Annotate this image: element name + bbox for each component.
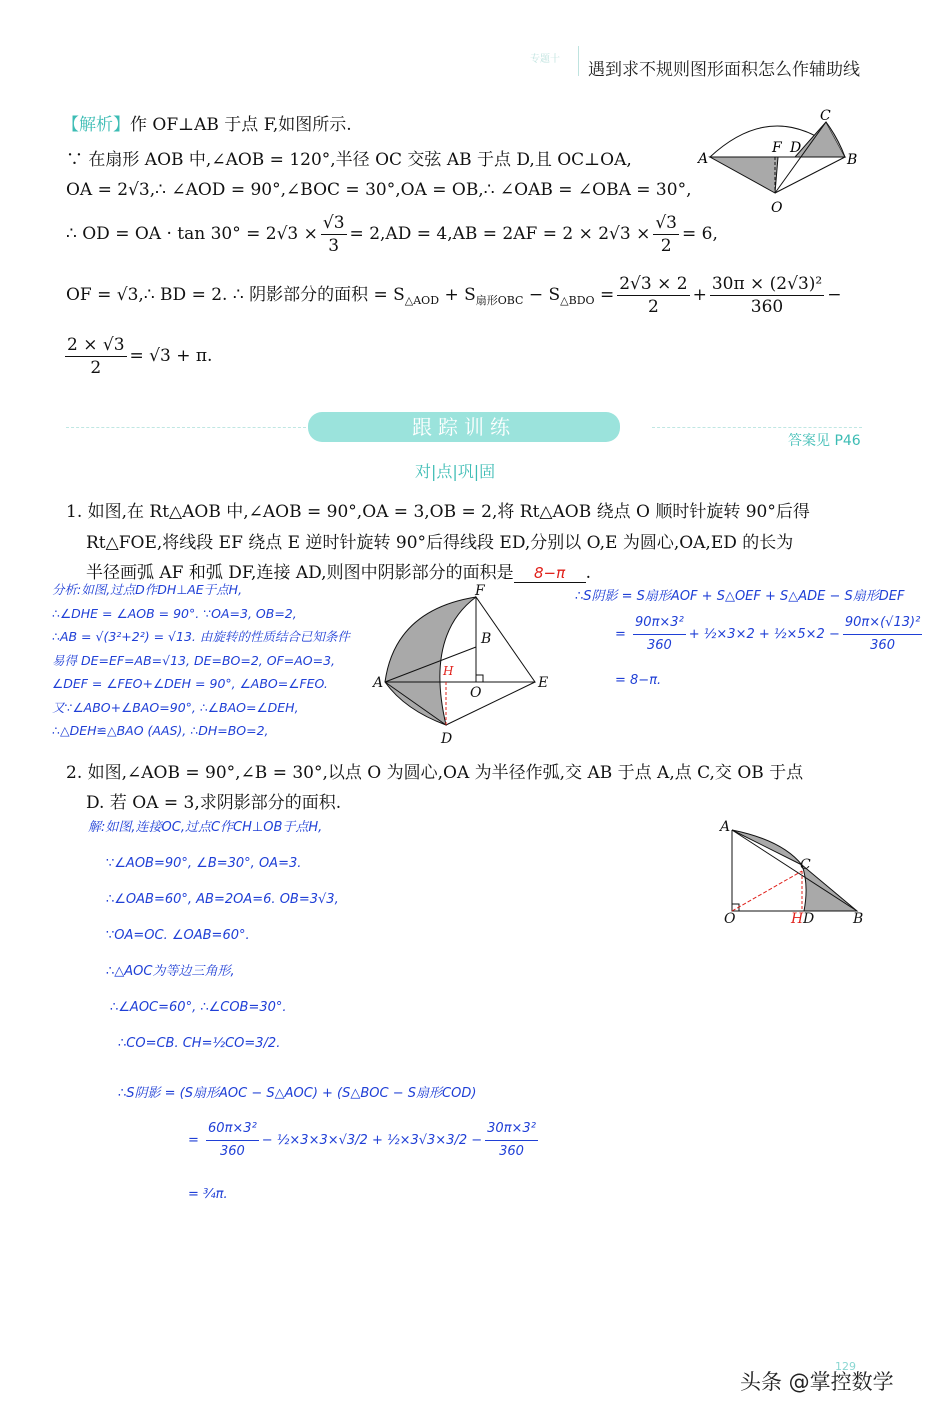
hw-line: ∵∠AOB=90°, ∠B=30°, OA=3.: [106, 856, 302, 871]
divider: [652, 427, 862, 428]
text: .: [585, 563, 591, 583]
subscript: △BDO: [560, 294, 595, 307]
fraction: [710, 273, 824, 318]
analysis-line-1: [62, 110, 352, 135]
label: F: [772, 140, 782, 156]
problem-1-line-2: Rt△FOE,将线段 EF 绕点 E 逆时针旋转 90°后得线段 ED,分别以 O,E 为圆心,OA,ED 的长为: [86, 533, 794, 553]
fraction: [206, 1118, 259, 1163]
denominator: 3: [328, 236, 340, 256]
hw-line: ∴∠AOC=60°, ∴∠COB=30°.: [110, 1000, 287, 1015]
numerator: √3: [655, 213, 677, 233]
problem-2-handwritten-solution: [88, 810, 541, 1213]
hw-line: ∴△AOC为等边三角形,: [106, 964, 235, 979]
hw-line: 分析:如图,过点D作DH⊥AE于点H,: [52, 582, 243, 597]
numerator: 2 × √3: [67, 335, 125, 355]
fraction: [653, 212, 679, 257]
problem-1-handwritten-solution: [575, 585, 925, 688]
numerator: 90π×(√13)²: [843, 612, 922, 635]
label: D: [790, 140, 802, 156]
text: + S: [444, 285, 476, 305]
numerator: 2√3 × 2: [619, 274, 688, 294]
numerator: 30π × (2√3)²: [711, 274, 823, 294]
hw-line: = ¾π.: [188, 1187, 228, 1202]
numerator: √3: [322, 213, 345, 233]
text: ∴ OD = OA · tan 30° = 2√3 ×: [66, 224, 318, 244]
problem-2-line-1: 2. 如图,∠AOB = 90°,∠B = 30°,以点 O 为圆心,OA 为半径作弧,交 AB 于点 A,点 C,交 OB 于点: [66, 763, 804, 783]
page-header-title: 遇到求不规则图形面积怎么作辅助线: [588, 60, 860, 80]
numerator: 90π×3²: [633, 612, 686, 635]
problem-1-figure: [375, 585, 555, 750]
text: = 6,: [682, 224, 718, 244]
label: A: [373, 675, 384, 691]
label: B: [853, 911, 864, 927]
denominator: 2: [660, 236, 672, 256]
hw-line: ∴CO=CB. CH=½CO=3/2.: [118, 1036, 281, 1051]
label: A: [720, 819, 731, 835]
section-subtitle: 对|点|巩|固: [415, 462, 496, 481]
answer-blank: 8−π: [514, 564, 586, 583]
hw-line: ∴∠OAB=60°, AB=2OA=6. OB=3√3,: [106, 892, 339, 907]
problem-1-handwritten-analysis: [52, 578, 350, 743]
text: = √3 + π.: [129, 346, 213, 366]
analysis-line-4: [66, 212, 718, 257]
denominator: 360: [750, 297, 784, 317]
label: O: [724, 911, 736, 927]
text: − S: [528, 285, 561, 305]
text: −: [827, 285, 842, 305]
text: OF = √3,∴ BD = 2. ∴ 阴影部分的面积 = S: [66, 285, 405, 305]
denominator: 360: [499, 1144, 524, 1159]
problem-1-line-1: 1. 如图,在 Rt△AOB 中,∠AOB = 90°,OA = 3,OB = 2,将 Rt△AOB 绕点 O 顺时针旋转 90°后得: [66, 502, 810, 522]
hw-line: 又∵∠ABO+∠BAO=90°, ∴∠BAO=∠DEH,: [52, 699, 299, 715]
label: O: [771, 200, 783, 216]
hw-equals: =: [615, 627, 631, 642]
text: = 2,AD = 4,AB = 2AF = 2 × 2√3 ×: [349, 224, 651, 244]
label: H: [443, 664, 454, 678]
hw-line: ∴S阴影 = S扇形AOF + S△OEF + S△ADE − S扇形DEF: [575, 589, 905, 604]
fraction: [617, 273, 689, 318]
numerator: 60π×3²: [206, 1118, 259, 1141]
header-divider: [578, 46, 579, 76]
hw-line: ∠DEF = ∠FEO+∠DEH = 90°, ∠ABO=∠FEO.: [52, 676, 328, 691]
text: − ½×3×3×√3/2 + ½×3√3×3/2 −: [261, 1133, 483, 1148]
hw-line: 解:如图,连接OC,过点C作CH⊥OB于点H,: [88, 820, 323, 835]
divider: [66, 427, 306, 428]
subscript: 扇形OBC: [475, 294, 524, 307]
analysis-line-2: ∵ 在扇形 AOB 中,∠AOB = 120°,半径 OC 交弦 AB 于点 D,且 OC⊥OA,: [66, 150, 632, 170]
hw-line: ∴AB = √(3²+2²) = √13. 由旋转的性质结合已知条件: [52, 629, 350, 644]
analysis-figure: [695, 100, 870, 220]
analysis-line-6: [62, 334, 212, 379]
denominator: 360: [870, 638, 895, 653]
hw-line: [188, 1118, 541, 1163]
denominator: 2: [90, 358, 102, 378]
section-title: 跟踪训练: [308, 412, 620, 442]
analysis-tag: 【解析】: [62, 115, 130, 135]
analysis-text: 作 OF⊥AB 于点 F,如图所示.: [130, 115, 352, 135]
label: H: [791, 911, 804, 927]
fraction: [843, 612, 922, 657]
text: + ½×3×2 + ½×5×2 −: [688, 627, 840, 642]
hw-equals: =: [188, 1133, 204, 1148]
label: D: [803, 911, 815, 927]
text: 半径画弧 AF 和弧 DF,连接 AD,则图中阴影部分的面积是: [86, 563, 514, 583]
fraction: [485, 1118, 538, 1163]
denominator: 2: [647, 297, 659, 317]
text: =: [599, 285, 615, 305]
label: D: [441, 731, 453, 747]
subscript: △AOD: [404, 294, 440, 307]
hw-line: ∴S阴影 = (S扇形AOC − S△AOC) + (S△BOC − S扇形COD): [118, 1086, 477, 1101]
label: C: [820, 108, 831, 124]
text: +: [692, 285, 707, 305]
denominator: 360: [646, 638, 672, 653]
label: B: [481, 631, 492, 647]
watermark: 头条 @掌控数学: [740, 1370, 894, 1394]
hw-line: 易得 DE=EF=AB=√13, DE=BO=2, OF=AO=3,: [52, 652, 336, 668]
hw-line: [615, 612, 925, 657]
page-number: 129: [835, 1360, 856, 1373]
label: F: [475, 583, 485, 599]
fraction: [65, 334, 127, 379]
numerator: 30π×3²: [485, 1118, 538, 1141]
answer-reference: 答案见 P46: [788, 433, 861, 449]
denominator: 360: [219, 1144, 245, 1159]
hw-line: = 8−π.: [615, 673, 662, 688]
label: O: [470, 685, 482, 701]
fraction: [321, 212, 347, 257]
label: C: [800, 857, 811, 873]
fraction: [633, 612, 686, 657]
analysis-line-3: OA = 2√3,∴ ∠AOD = 90°,∠BOC = 30°,OA = OB,∴ ∠OAB = ∠OBA = 30°,: [66, 180, 692, 200]
label: A: [698, 151, 709, 167]
hw-line: ∴∠DHE = ∠AOB = 90°. ∵OA=3, OB=2,: [52, 605, 297, 621]
chapter-label: 专题十: [530, 54, 560, 65]
label: E: [538, 675, 549, 691]
label: B: [847, 152, 858, 168]
problem-2-figure: [712, 815, 872, 930]
hw-line: ∴△DEH≌△BAO (AAS), ∴DH=BO=2,: [52, 723, 269, 738]
analysis-line-5: [66, 273, 841, 318]
hw-line: ∵OA=OC. ∠OAB=60°.: [106, 928, 250, 943]
problem-2-line-2: D. 若 OA = 3,求阴影部分的面积.: [86, 793, 342, 813]
